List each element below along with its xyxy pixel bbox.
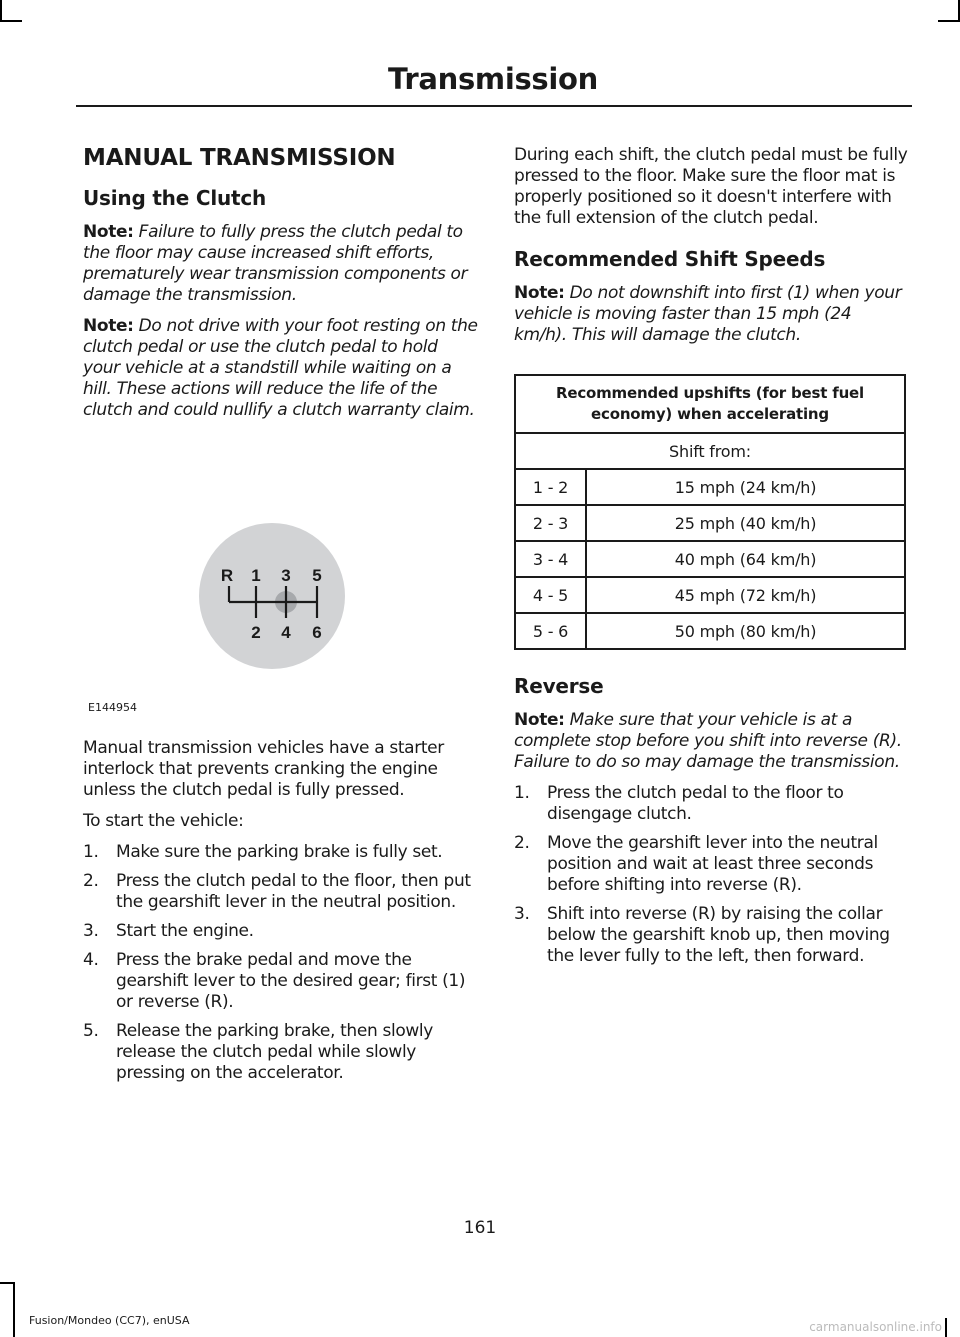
list-item: [83, 871, 478, 913]
gear-label: 6: [312, 623, 322, 642]
crop-mark: [13, 1282, 15, 1337]
note-text: Make sure that your vehicle is at a complete stop before you shift into reverse (R). Failure to do so may damage the transmission.: [514, 710, 902, 772]
section-title: MANUAL TRANSMISSION: [83, 145, 396, 171]
gear-label: 3: [281, 566, 291, 585]
speed-cell: 40 mph (64 km/h): [586, 541, 905, 577]
gear-label: 1: [251, 566, 261, 585]
crop-mark: [945, 1318, 947, 1337]
speed-cell: 15 mph (24 km/h): [586, 469, 905, 505]
shift-cell: 4 - 5: [515, 577, 586, 613]
shift-cell: 3 - 4: [515, 541, 586, 577]
step-text: Move the gearshift lever into the neutral position and wait at least three seconds before shifting into reverse (R).: [547, 833, 878, 895]
note-label: Note:: [83, 316, 134, 336]
step-number: 3.: [83, 921, 99, 941]
step-text: Press the clutch pedal to the floor to disengage clutch.: [547, 783, 844, 824]
shift-knob-disc: [199, 523, 345, 669]
step-text: Press the clutch pedal to the floor, then put the gearshift lever in the neutral position.: [116, 871, 471, 912]
shift-cell: 1 - 2: [515, 469, 586, 505]
table-row: [515, 469, 905, 505]
step-number: 5.: [83, 1021, 99, 1041]
note-foot-resting: [83, 316, 478, 421]
note-label: Note:: [83, 222, 134, 242]
note-text: Do not drive with your foot resting on the clutch pedal or use the clutch pedal to hold your vehicle at a standstill while waiting on a hill. These actions will reduce the life of the clutch and could nullify a clutch warranty claim.: [83, 316, 478, 420]
table-row: [515, 541, 905, 577]
gear-label: 5: [312, 566, 322, 585]
watermark: carmanualsonline.info: [809, 1320, 942, 1334]
note-reverse: [514, 710, 909, 773]
table-subheader-row: [515, 433, 905, 469]
step-text: Press the brake pedal and move the gearshift lever to the desired gear; first (1) or reverse (R).: [116, 950, 466, 1012]
list-item: [83, 950, 478, 1013]
step-text: Make sure the parking brake is fully set.: [116, 842, 443, 862]
step-number: 2.: [83, 871, 99, 891]
table-row: [515, 613, 905, 649]
reverse-title: Reverse: [514, 674, 604, 698]
start-steps-list: [83, 842, 478, 1084]
crop-mark: [938, 20, 960, 22]
speed-cell: 25 mph (40 km/h): [586, 505, 905, 541]
table-header-row: [515, 375, 905, 433]
crop-mark: [0, 0, 2, 22]
gear-label: 2: [251, 623, 261, 642]
shift-speeds-title: Recommended Shift Speeds: [514, 247, 826, 271]
start-intro: To start the vehicle:: [83, 811, 244, 831]
page-header-title: Transmission: [388, 62, 598, 96]
reverse-steps-list: [514, 783, 909, 967]
speed-cell: 50 mph (80 km/h): [586, 613, 905, 649]
left-column: [83, 145, 478, 1094]
step-number: 1.: [83, 842, 99, 862]
speed-cell: 45 mph (72 km/h): [586, 577, 905, 613]
list-item: [83, 921, 478, 942]
list-item: [514, 833, 909, 896]
step-text: Shift into reverse (R) by raising the collar below the gearshift knob up, then moving the lever fully to the left, then forward.: [547, 904, 890, 966]
list-item: [514, 783, 909, 825]
table-row: [515, 505, 905, 541]
gear-label: R: [220, 566, 234, 585]
shift-paragraph: During each shift, the clutch pedal must be fully pressed to the floor. Make sure the floor mat is properly positioned so it doesn't interfere with the full extension of the clutch pedal.: [514, 145, 908, 228]
step-number: 4.: [83, 950, 99, 970]
note-label: Note:: [514, 283, 565, 303]
gear-label: 4: [281, 623, 291, 642]
note-downshift: [514, 283, 909, 346]
interlock-paragraph: Manual transmission vehicles have a starter interlock that prevents cranking the engine unless the clutch pedal is fully pressed.: [83, 738, 444, 800]
crop-mark: [0, 1282, 15, 1284]
shift-speeds-table: [514, 374, 906, 650]
figure-code: E144954: [88, 701, 137, 714]
step-number: 1.: [514, 783, 530, 803]
note-text: Failure to fully press the clutch pedal to the floor may cause increased shift efforts, prematurely wear transmission components or damage the transmission.: [83, 222, 468, 305]
table-header: Recommended upshifts (for best fuel economy) when accelerating: [515, 375, 905, 433]
list-item: [83, 1021, 478, 1084]
step-text: Start the engine.: [116, 921, 254, 941]
step-number: 3.: [514, 904, 530, 924]
right-column: [514, 145, 909, 977]
table-row: [515, 577, 905, 613]
note-text: Do not downshift into first (1) when your vehicle is moving faster than 15 mph (24 km/h). This will damage the clutch.: [514, 283, 902, 345]
page-number: 161: [463, 1218, 497, 1238]
note-clutch-pedal: [83, 222, 478, 306]
gearshift-pattern-diagram: [83, 436, 478, 726]
note-label: Note:: [514, 710, 565, 730]
step-text: Release the parking brake, then slowly release the clutch pedal while slowly pressing on the accelerator.: [116, 1021, 434, 1083]
shift-cell: 2 - 3: [515, 505, 586, 541]
subsection-title: Using the Clutch: [83, 186, 267, 210]
document-id: Fusion/Mondeo (CC7), enUSA: [29, 1314, 190, 1327]
list-item: [514, 904, 909, 967]
crop-mark: [0, 20, 22, 22]
step-number: 2.: [514, 833, 530, 853]
list-item: [83, 842, 478, 863]
table-subheader: Shift from:: [515, 433, 905, 469]
shift-cell: 5 - 6: [515, 613, 586, 649]
header-rule: [76, 105, 912, 107]
gearshift-pattern-figure: [83, 436, 478, 726]
